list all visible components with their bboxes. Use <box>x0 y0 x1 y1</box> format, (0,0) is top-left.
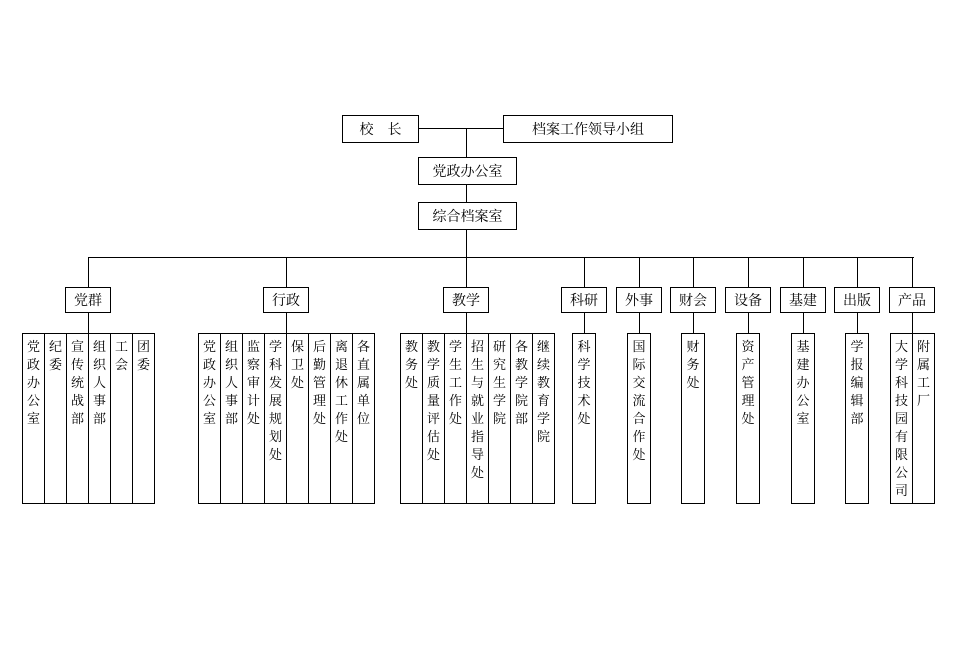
branch-box-infrastructure <box>780 287 826 313</box>
dept-label: 资 产 管 理 处 <box>741 339 755 426</box>
dept-label: 学 报 编 辑 部 <box>850 339 864 426</box>
depts-administration <box>198 333 375 504</box>
dept-intl-exchange <box>627 333 651 504</box>
dept-box <box>22 333 45 504</box>
branch-box-foreign-affairs <box>616 287 662 313</box>
dept-label: 大 学 科 技 园 有 限 公 司 <box>894 339 908 498</box>
branch-box-equipment <box>725 287 771 313</box>
dept-label: 科 学 技 术 处 <box>577 339 591 426</box>
branch-label: 出版 <box>843 292 871 308</box>
dept-box <box>44 333 67 504</box>
branch-label: 财会 <box>679 292 707 308</box>
branch-box-party-mass <box>65 287 111 313</box>
connector-line <box>88 313 89 333</box>
dept-box <box>88 333 111 504</box>
dept-label: 纪 委 <box>48 339 62 372</box>
dept-asset-management <box>736 333 760 504</box>
dept-box <box>198 333 221 504</box>
connector-line <box>693 313 694 333</box>
connector-line <box>803 257 804 287</box>
branch-label: 党群 <box>74 292 102 308</box>
connector-line <box>466 128 467 157</box>
connector-line <box>912 257 913 287</box>
dept-label: 各 教 学 院 部 <box>514 339 528 426</box>
branch-box-products <box>889 287 935 313</box>
dept-label: 研 究 生 学 院 <box>492 339 506 426</box>
branch-label: 教学 <box>452 292 480 308</box>
dept-label: 学 生 工 作 处 <box>448 339 462 426</box>
connector-line <box>466 313 467 333</box>
branch-label: 设备 <box>734 292 762 308</box>
connector-line <box>466 257 467 287</box>
dept-box <box>220 333 243 504</box>
branch-box-research <box>561 287 607 313</box>
party-gov-office-box <box>418 157 517 185</box>
dept-label: 党 政 办 公 室 <box>26 339 40 426</box>
dept-box <box>330 333 353 504</box>
dept-label: 组 织 人 事 部 <box>92 339 106 426</box>
dept-label: 财 务 处 <box>686 339 700 390</box>
depts-teaching <box>400 333 555 504</box>
connector-line <box>748 257 749 287</box>
dept-label: 团 委 <box>136 339 150 372</box>
connector-line <box>748 313 749 333</box>
branch-label: 基建 <box>789 292 817 308</box>
connector-line <box>803 313 804 333</box>
connector-line <box>466 185 467 202</box>
dept-label: 继 续 教 育 学 院 <box>536 339 550 444</box>
dept-box <box>264 333 287 504</box>
branch-box-finance-accounting <box>670 287 716 313</box>
dept-box <box>422 333 445 504</box>
dept-label: 教 学 质 量 评 估 处 <box>426 339 440 462</box>
dept-label: 教 务 处 <box>404 339 418 390</box>
dept-finance <box>681 333 705 504</box>
dept-label: 后 勤 管 理 处 <box>312 339 326 426</box>
dept-label: 国 际 交 流 合 作 处 <box>632 339 646 462</box>
dept-label: 附 属 工 厂 <box>916 339 930 408</box>
dept-label: 基 建 办 公 室 <box>796 339 810 426</box>
dept-label: 组 织 人 事 部 <box>224 339 238 426</box>
connector-line <box>88 257 89 287</box>
dept-box <box>110 333 133 504</box>
dept-label: 宣 传 统 战 部 <box>70 339 84 426</box>
dept-label: 招 生 与 就 业 指 导 处 <box>470 339 484 480</box>
connector-line <box>286 257 287 287</box>
archives-leading-group-box <box>503 115 673 143</box>
connector-line <box>466 230 467 257</box>
branch-label: 科研 <box>570 292 598 308</box>
archives-leading-group-label: 档案工作领导小组 <box>532 121 644 137</box>
connector-line <box>857 257 858 287</box>
connector-line <box>639 257 640 287</box>
dept-label: 保 卫 处 <box>290 339 304 390</box>
branch-label: 产品 <box>898 292 926 308</box>
connector-line <box>584 313 585 333</box>
connector-line <box>286 313 287 333</box>
connector-line <box>639 313 640 333</box>
dept-box <box>912 333 935 504</box>
depts-party-mass <box>22 333 155 504</box>
branch-label: 外事 <box>625 292 653 308</box>
dept-box <box>352 333 375 504</box>
dept-box <box>510 333 533 504</box>
connector-line <box>693 257 694 287</box>
dept-label: 工 会 <box>114 339 128 372</box>
trunk-line <box>88 257 914 258</box>
dept-science-tech <box>572 333 596 504</box>
dept-infrastructure-office <box>791 333 815 504</box>
dept-box <box>466 333 489 504</box>
dept-box <box>132 333 155 504</box>
dept-label: 监 察 审 计 处 <box>246 339 260 426</box>
dept-box <box>286 333 309 504</box>
dept-label: 离 退 休 工 作 处 <box>334 339 348 444</box>
president-box <box>342 115 419 143</box>
branch-box-teaching <box>443 287 489 313</box>
dept-box <box>532 333 555 504</box>
dept-box <box>400 333 423 504</box>
branch-box-administration <box>263 287 309 313</box>
comprehensive-archives-label: 综合档案室 <box>432 208 503 224</box>
depts-products <box>890 333 935 504</box>
dept-box <box>66 333 89 504</box>
connector-line <box>912 313 913 333</box>
dept-box <box>242 333 265 504</box>
dept-label: 学 科 发 展 规 划 处 <box>268 339 282 462</box>
dept-box <box>488 333 511 504</box>
dept-box <box>308 333 331 504</box>
comprehensive-archives-box <box>418 202 517 230</box>
dept-journal-editorial <box>845 333 869 504</box>
dept-box <box>890 333 913 504</box>
branch-label: 行政 <box>272 292 300 308</box>
dept-box <box>444 333 467 504</box>
dept-label: 党 政 办 公 室 <box>202 339 216 426</box>
party-gov-office-label: 党政办公室 <box>432 163 503 179</box>
president-label: 校 长 <box>359 121 402 137</box>
branch-box-publishing <box>834 287 880 313</box>
connector-line <box>857 313 858 333</box>
connector-line <box>584 257 585 287</box>
dept-label: 各 直 属 单 位 <box>356 339 370 426</box>
connector-line <box>419 128 504 129</box>
